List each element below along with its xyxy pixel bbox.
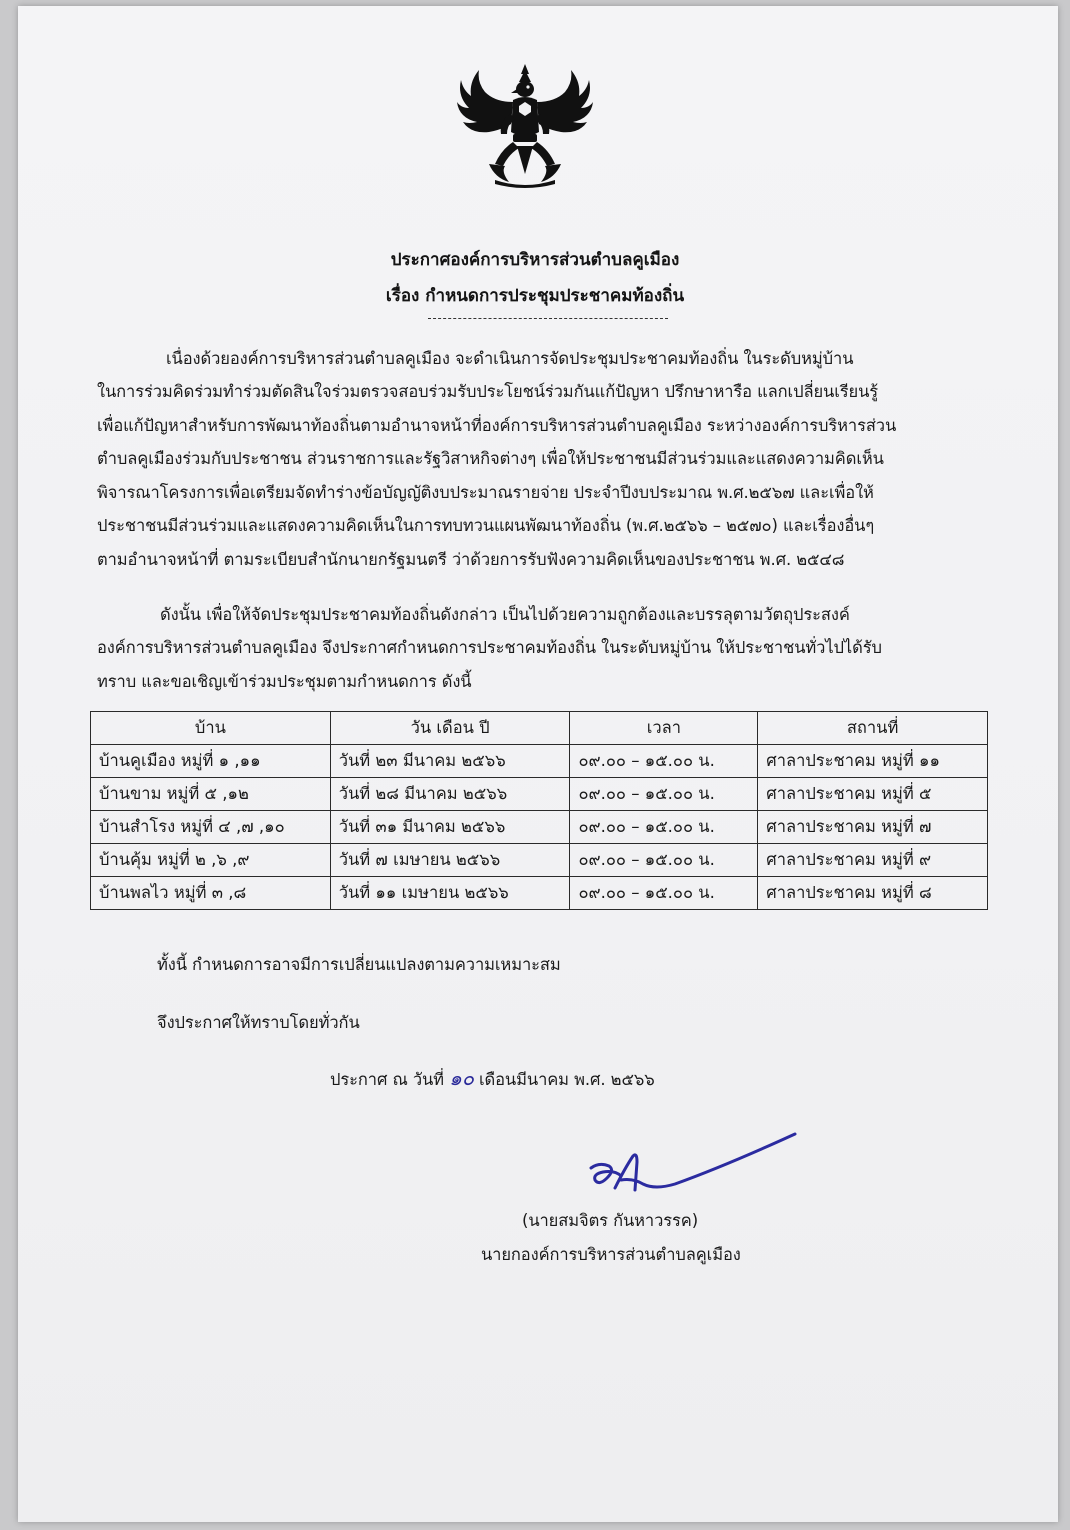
time-cell: ๐๙.๐๐ – ๑๕.๐๐ น. — [570, 745, 758, 778]
paragraph1-line: ในการร่วมคิดร่วมทำร่วมตัดสินใจร่วมตรวจสอบร่วมรับประโยชน์ร่วมกันแก้ปัญหา ปรึกษาหารือ แลกเปลี่ยนเรียนรู้ — [97, 382, 879, 401]
signatory-name: (นายสมจิตร กันหาวรรค) — [522, 1211, 699, 1230]
venue-cell: ศาลาประชาคม หมู่ที่ ๙ — [758, 844, 988, 877]
venue-cell: ศาลาประชาคม หมู่ที่ ๗ — [758, 811, 988, 844]
time-cell: ๐๙.๐๐ – ๑๕.๐๐ น. — [570, 811, 758, 844]
handwritten-day: ๑๐ — [449, 1066, 474, 1090]
table-header-row — [91, 712, 988, 745]
column-header-venue: สถานที่ — [758, 712, 988, 745]
village-cell: บ้านคุ้ม หมู่ที่ ๒ ,๖ ,๙ — [91, 844, 331, 877]
paragraph1-line: ตำบลคูเมืองร่วมกับประชาชน ส่วนราชการและรัฐวิสาหกิจต่างๆ เพื่อให้ประชาชนมีส่วนร่วมและแสดงความคิดเห็น — [97, 449, 884, 468]
table-row — [91, 844, 988, 877]
closing-announcement: จึงประกาศให้ทราบโดยทั่วกัน — [157, 1013, 360, 1032]
paragraph1-line: เนื่องด้วยองค์การบริหารส่วนตำบลคูเมือง จะดำเนินการจัดประชุมประชาคมท้องถิ่น ในระดับหมู่บ้าน — [166, 349, 854, 368]
document-subject: เรื่อง กำหนดการประชุมประชาคมท้องถิ่น — [385, 286, 685, 306]
handwritten-signature-icon — [585, 1128, 800, 1208]
date-cell: วันที่ ๗ เมษายน ๒๕๖๖ — [330, 844, 570, 877]
time-cell: ๐๙.๐๐ – ๑๕.๐๐ น. — [570, 844, 758, 877]
paragraph1-line: พิจารณาโครงการเพื่อเตรียมจัดทำร่างข้อบัญญัติงบประมาณรายจ่าย ประจำปีงบประมาณ พ.ศ.๒๕๖๗ และเพื่อให้ — [97, 483, 874, 502]
garuda-emblem-icon — [455, 62, 595, 192]
time-cell: ๐๙.๐๐ – ๑๕.๐๐ น. — [570, 778, 758, 811]
column-header-village: บ้าน — [91, 712, 331, 745]
column-header-time: เวลา — [570, 712, 758, 745]
village-cell: บ้านคูเมือง หมู่ที่ ๑ ,๑๑ — [91, 745, 331, 778]
table-row — [91, 877, 988, 910]
paragraph2-line: ดังนั้น เพื่อให้จัดประชุมประชาคมท้องถิ่นดังกล่าว เป็นไปด้วยความถูกต้องและบรรลุตามวัตถุประสงค์ — [160, 605, 850, 624]
paragraph2-line: องค์การบริหารส่วนตำบลคูเมือง จึงประกาศกำหนดการประชาคมท้องถิ่น ในระดับหมู่บ้าน ให้ประชาชนทั่วไปได้รับ — [97, 638, 882, 657]
paragraph1-line: ตามอำนาจหน้าที่ ตามระเบียบสำนักนายกรัฐมนตรี ว่าด้วยการรับฟังความคิดเห็นของประชาชน พ.ศ. ๒๕๔๘ — [97, 550, 845, 569]
village-cell: บ้านขาม หมู่ที่ ๕ ,๑๒ — [91, 778, 331, 811]
date-cell: วันที่ ๓๑ มีนาคม ๒๕๖๖ — [330, 811, 570, 844]
signatory-position: นายกองค์การบริหารส่วนตำบลคูเมือง — [481, 1245, 741, 1264]
date-cell: วันที่ ๒๓ มีนาคม ๒๕๖๖ — [330, 745, 570, 778]
village-cell: บ้านพลไว หมู่ที่ ๓ ,๘ — [91, 877, 331, 910]
closing-note: ทั้งนี้ กำหนดการอาจมีการเปลี่ยนแปลงตามความเหมาะสม — [157, 955, 561, 974]
paragraph1-line: ประชาชนมีส่วนร่วมและแสดงความคิดเห็นในการทบทวนแผนพัฒนาท้องถิ่น (พ.ศ.๒๕๖๖ – ๒๕๗๐) และเรื่องอื่นๆ — [97, 516, 875, 535]
paragraph2-line: ทราบ และขอเชิญเข้าร่วมประชุมตามกำหนดการ ดังนี้ — [97, 672, 472, 691]
date-prefix: ประกาศ ณ วันที่ — [330, 1070, 444, 1089]
time-cell: ๐๙.๐๐ – ๑๕.๐๐ น. — [570, 877, 758, 910]
title-divider — [428, 318, 668, 319]
column-header-date: วัน เดือน ปี — [330, 712, 570, 745]
meeting-schedule-table — [90, 711, 988, 910]
table-row — [91, 811, 988, 844]
village-cell: บ้านสำโรง หมู่ที่ ๔ ,๗ ,๑๐ — [91, 811, 331, 844]
date-suffix: เดือนมีนาคม พ.ศ. ๒๕๖๖ — [478, 1070, 655, 1089]
table-row — [91, 745, 988, 778]
table-row — [91, 778, 988, 811]
paragraph1-line: เพื่อแก้ปัญหาสำหรับการพัฒนาท้องถิ่นตามอำนาจหน้าที่องค์การบริหารส่วนตำบลคูเมือง ระหว่างองค์การบริหารส่วน — [97, 416, 897, 435]
announcement-date — [330, 1062, 655, 1094]
document-title: ประกาศองค์การบริหารส่วนตำบลคูเมือง — [390, 250, 680, 270]
venue-cell: ศาลาประชาคม หมู่ที่ ๕ — [758, 778, 988, 811]
venue-cell: ศาลาประชาคม หมู่ที่ ๑๑ — [758, 745, 988, 778]
venue-cell: ศาลาประชาคม หมู่ที่ ๘ — [758, 877, 988, 910]
date-cell: วันที่ ๒๘ มีนาคม ๒๕๖๖ — [330, 778, 570, 811]
date-cell: วันที่ ๑๑ เมษายน ๒๕๖๖ — [330, 877, 570, 910]
